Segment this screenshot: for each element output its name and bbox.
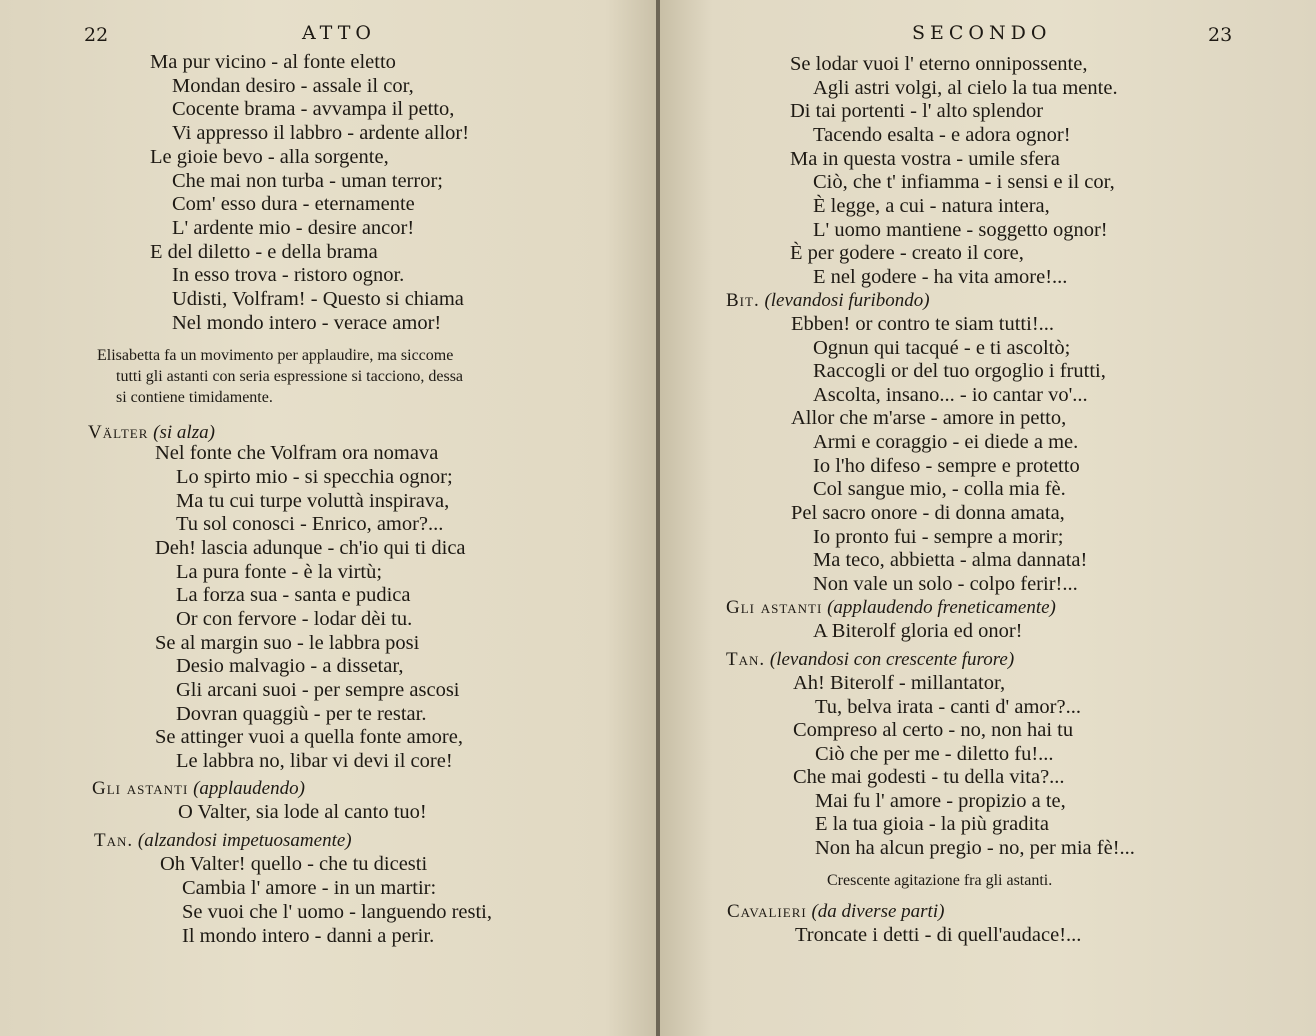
- verse-line: Tacendo esalta - e adora ognor!: [813, 124, 1071, 146]
- stage-direction-line: si contiene timidamente.: [116, 389, 273, 406]
- speaker-heading: [726, 596, 1056, 620]
- verse-line: Ciò che per me - diletto fu!...: [815, 743, 1054, 765]
- verse-line: Tu sol conosci - Enrico, amor?...: [176, 513, 444, 535]
- speaker-name: Cavalieri: [727, 901, 807, 922]
- stage-direction: Crescente agitazione fra gli astanti.: [827, 872, 1053, 889]
- verse-line: Di tai portenti - l' alto splendor: [790, 100, 1044, 122]
- verse-line: Io pronto fui - sempre a morir;: [813, 526, 1064, 548]
- verse-line: Udisti, Volfram! - Questo si chiama: [172, 288, 464, 310]
- speaker-name: Välter: [88, 422, 149, 443]
- verse-line: Oh Valter! quello - che tu dicesti: [160, 853, 428, 875]
- right-page: [660, 0, 1316, 1036]
- verse-line: La forza sua - santa e pudica: [176, 584, 411, 606]
- verse-line: L' ardente mio - desire ancor!: [172, 217, 415, 239]
- verse-line: Se vuoi che l' uomo - languendo resti,: [182, 901, 492, 923]
- running-head: SECONDO: [912, 22, 1052, 44]
- verse-line: Ascolta, insano... - io cantar vo'...: [813, 384, 1088, 406]
- speaker-direction: (alzandosi impetuosamente): [137, 830, 352, 851]
- verse-line: Le gioie bevo - alla sorgente,: [150, 146, 389, 168]
- verse-line: Che mai non turba - uman terror;: [172, 170, 443, 192]
- verse-line: Desio malvagio - a dissetar,: [176, 655, 404, 677]
- verse-line: Armi e coraggio - ei diede a me.: [813, 431, 1079, 453]
- verse-line: Mai fu l' amore - propizio a te,: [815, 790, 1066, 812]
- speaker-heading: [726, 289, 930, 313]
- verse-line: Cocente brama - avvampa il petto,: [172, 98, 455, 120]
- verse-line: Ah! Biterolf - millantator,: [793, 672, 1006, 694]
- page-number: 22: [84, 24, 109, 46]
- verse-line: Non ha alcun pregio - no, per mia fè!...: [815, 837, 1135, 859]
- verse-line: Che mai godesti - tu della vita?...: [793, 766, 1065, 788]
- verse-line: Se attinger vuoi a quella fonte amore,: [155, 726, 463, 748]
- verse-line: Allor che m'arse - amore in petto,: [791, 407, 1067, 429]
- verse-line: Col sangue mio, - colla mia fè.: [813, 478, 1066, 500]
- verse-line: Se al margin suo - le labbra posi: [155, 632, 420, 654]
- verse-line: Io l'ho difeso - sempre e protetto: [813, 455, 1080, 477]
- verse-line: È per godere - creato il core,: [790, 242, 1024, 264]
- verse-line: Lo spirto mio - si specchia ognor;: [176, 466, 453, 488]
- speaker-name: Gli astanti: [92, 778, 189, 799]
- verse-line: Cambia l' amore - in un martir:: [182, 877, 437, 899]
- speaker-name: Tan.: [726, 649, 766, 670]
- verse-line: Nel fonte che Volfram ora nomava: [155, 442, 439, 464]
- verse-line: Dovran quaggiù - per te restar.: [176, 703, 427, 725]
- verse-line: È legge, a cui - natura intera,: [813, 195, 1050, 217]
- stage-direction-line: tutti gli astanti con seria espressione si tacciono, dessa: [116, 368, 464, 385]
- verse-line: Vi appresso il labbro - ardente allor!: [172, 122, 470, 144]
- verse-line: Compreso al certo - no, non hai tu: [793, 719, 1074, 741]
- verse-line: Le labbra no, libar vi devi il core!: [176, 750, 453, 772]
- verse-line: Mondan desiro - assale il cor,: [172, 75, 414, 97]
- speaker-heading: [726, 648, 1014, 672]
- verse-line: Com' esso dura - eternamente: [172, 193, 415, 215]
- page-number: 23: [1208, 24, 1233, 46]
- verse-line: Pel sacro onore - di donna amata,: [791, 502, 1065, 524]
- verse-line: A Biterolf gloria ed onor!: [813, 620, 1023, 642]
- speaker-heading: [92, 777, 305, 801]
- speaker-direction: (da diverse parti): [811, 901, 945, 922]
- verse-line: Ma tu cui turpe voluttà inspirava,: [176, 490, 450, 512]
- speaker-direction: (applaudendo): [193, 778, 305, 799]
- speaker-direction: (applaudendo freneticamente): [827, 597, 1056, 618]
- verse-line: La pura fonte - è la virtù;: [176, 561, 383, 583]
- verse-line: Deh! lascia adunque - ch'io qui ti dica: [155, 537, 466, 559]
- running-head: ATTO: [302, 22, 376, 44]
- speaker-direction: (levandosi furibondo): [764, 290, 930, 311]
- verse-line: Nel mondo intero - verace amor!: [172, 312, 442, 334]
- verse-line: Ebben! or contro te siam tutti!...: [791, 313, 1055, 335]
- verse-line: Ma in questa vostra - umile sfera: [790, 148, 1060, 170]
- verse-line: L' uomo mantiene - soggetto ognor!: [813, 219, 1108, 241]
- speaker-direction: (si alza): [153, 422, 215, 443]
- verse-line: Ma teco, abbietta - alma dannata!: [813, 549, 1088, 571]
- verse-line: Ciò, che t' infiamma - i sensi e il cor,: [813, 171, 1115, 193]
- verse-line: E nel godere - ha vita amore!...: [813, 266, 1068, 288]
- verse-line: Non vale un solo - colpo ferir!...: [813, 573, 1078, 595]
- verse-line: Tu, belva irata - canti d' amor?...: [815, 696, 1081, 718]
- verse-line: Or con fervore - lodar dèi tu.: [176, 608, 413, 630]
- verse-line: Agli astri volgi, al cielo la tua mente.: [813, 77, 1118, 99]
- speaker-direction: (levandosi con crescente furore): [769, 649, 1015, 670]
- verse-line: Troncate i detti - di quell'audace!...: [795, 924, 1082, 946]
- verse-line: O Valter, sia lode al canto tuo!: [178, 801, 427, 823]
- verse-line: Ognun qui tacqué - e ti ascoltò;: [813, 337, 1071, 359]
- stage-direction-line: Elisabetta fa un movimento per applaudire, ma siccome: [97, 347, 454, 364]
- verse-line: E del diletto - e della brama: [150, 241, 378, 263]
- verse-line: E la tua gioia - la più gradita: [815, 813, 1049, 835]
- verse-line: Se lodar vuoi l' eterno onnipossente,: [790, 53, 1088, 75]
- verse-line: Ma pur vicino - al fonte eletto: [150, 51, 396, 73]
- speaker-name: Gli astanti: [726, 597, 823, 618]
- speaker-name: Tan.: [94, 830, 134, 851]
- verse-line: Il mondo intero - danni a perir.: [182, 925, 435, 947]
- speaker-heading: [94, 829, 352, 853]
- speaker-heading: [727, 900, 944, 924]
- verse-line: Raccogli or del tuo orgoglio i frutti,: [813, 360, 1106, 382]
- verse-line: In esso trova - ristoro ognor.: [172, 264, 405, 286]
- speaker-name: Bit.: [726, 290, 760, 311]
- verse-line: Gli arcani suoi - per sempre ascosi: [176, 679, 460, 701]
